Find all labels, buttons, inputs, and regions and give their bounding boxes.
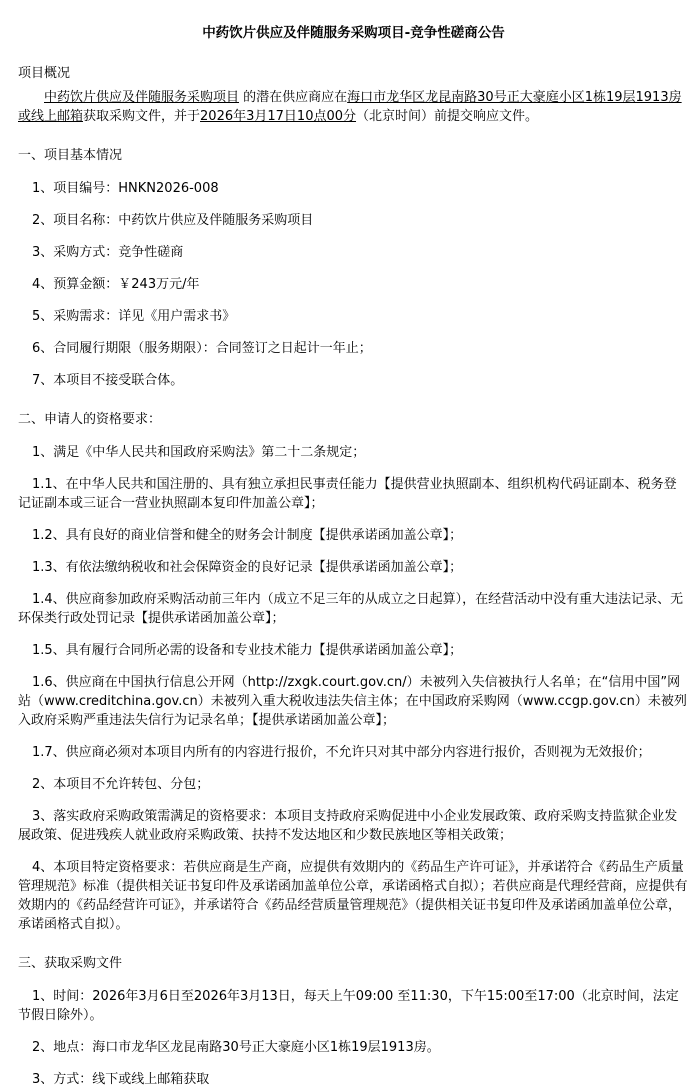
section3-heading: 三、获取采购文件 (18, 956, 123, 971)
section3-item: 1、时间：2026年3月6日至2026年3月13日，每天上午09:00 至11:30，下午15:00至17:00（北京时间，法定节假日除外）。 (18, 989, 679, 1023)
section1-item: 1、项目编号：HNKN2026-008 (32, 181, 219, 196)
overview-text-1: 的潜在供应商应在 (239, 90, 348, 105)
section1-item: 4、预算金额：￥243万元/年 (32, 277, 200, 292)
overview-text-2: 获取采购文件，并于 (83, 109, 201, 124)
section1-item: 7、本项目不接受联合体。 (32, 373, 184, 388)
project-name-link: 中药饮片供应及伴随服务采购项目 (44, 90, 240, 105)
section2-item: 3、落实政府采购政策需满足的资格要求：本项目支持政府采购促进中小企业发展政策、政府采购支持监狱企业发展政策、促进残疾人就业政府采购政策、扶持不发达地区和少数民族地区等相关政策； (18, 809, 678, 843)
location-text: 海口市龙华区龙昆南路30号正大豪庭小区1栋19层1913房或线上邮箱 (18, 90, 682, 124)
section2-item: 2、本项目不允许转包、分包； (32, 777, 210, 792)
section3-item: 3、方式：线下或线上邮箱获取 (32, 1072, 210, 1087)
section2-item: 1.4、供应商参加政府采购活动前三年内（成立不足三年的从成立之日起算），在经营活动中没有重大违法记录、无环保类行政处罚记录【提供承诺函加盖公章】； (18, 592, 684, 626)
section1-heading: 一、项目基本情况 (18, 148, 123, 163)
section2-item: 1.2、具有良好的商业信誉和健全的财务会计制度【提供承诺函加盖公章】； (32, 528, 463, 543)
section2-item: 1、满足《中华人民共和国政府采购法》第二十二条规定； (32, 445, 366, 460)
section2-heading: 二、申请人的资格要求： (18, 412, 162, 427)
section2-item: 1.6、供应商在中国执行信息公开网（http://zxgk.court.gov.cn/）未被列入失信被执行人名单；在“信用中国”网站（www.creditchina.gov.cn）未被列入重大税收违法失信主体；在中国政府采购网（www.ccgp.gov.cn）未被列入政府采购严重违法失信行为记录名单；【提供承诺函加盖公章】； (18, 675, 687, 728)
section3-item: 2、地点：海口市龙华区龙昆南路30号正大豪庭小区1栋19层1913房。 (32, 1040, 440, 1055)
section2-item: 1.5、具有履行合同所必需的设备和专业技术能力【提供承诺函加盖公章】； (32, 643, 463, 658)
overview-text-3: （北京时间）前提交响应文件。 (356, 109, 539, 124)
deadline-text: 2026年3月17日10点00分 (200, 109, 357, 124)
section1-item: 6、合同履行期限（服务期限）：合同签订之日起计一年止； (32, 341, 372, 356)
section2-item: 1.3、有依法缴纳税收和社会保障资金的良好记录【提供承诺函加盖公章】； (32, 560, 463, 575)
section2-item: 1.1、在中华人民共和国注册的、具有独立承担民事责任能力【提供营业执照副本、组织机构代码证副本、税务登记证副本或三证合一营业执照副本复印件加盖公章】； (18, 477, 677, 511)
overview-heading: 项目概况 (18, 66, 71, 81)
section1-item: 2、项目名称：中药饮片供应及伴随服务采购项目 (32, 213, 314, 228)
section2-item: 4、本项目特定资格要求：若供应商是生产商，应提供有效期内的《药品生产许可证》，并承诺符合《药品生产质量管理规范》标准（提供相关证书复印件及承诺函加盖单位公章，承诺函格式自拟）；若供应商是代理经营商，应提供有效期内的《药品经营许可证》，并承诺符合《药品经营质量管理规范》（提供相关证书复印件及承诺函加盖单位公章，承诺函格式自拟）。 (18, 860, 688, 932)
section2-item: 1.7、供应商必须对本项目内所有的内容进行报价，不允许只对其中部分内容进行报价，否则视为无效报价； (32, 745, 651, 760)
overview-paragraph (18, 88, 689, 126)
section1-item: 5、采购需求：详见《用户需求书》 (32, 309, 236, 324)
page-title: 中药饮片供应及伴随服务采购项目-竞争性磋商公告 (202, 25, 505, 41)
section1-item: 3、采购方式：竞争性磋商 (32, 245, 184, 260)
